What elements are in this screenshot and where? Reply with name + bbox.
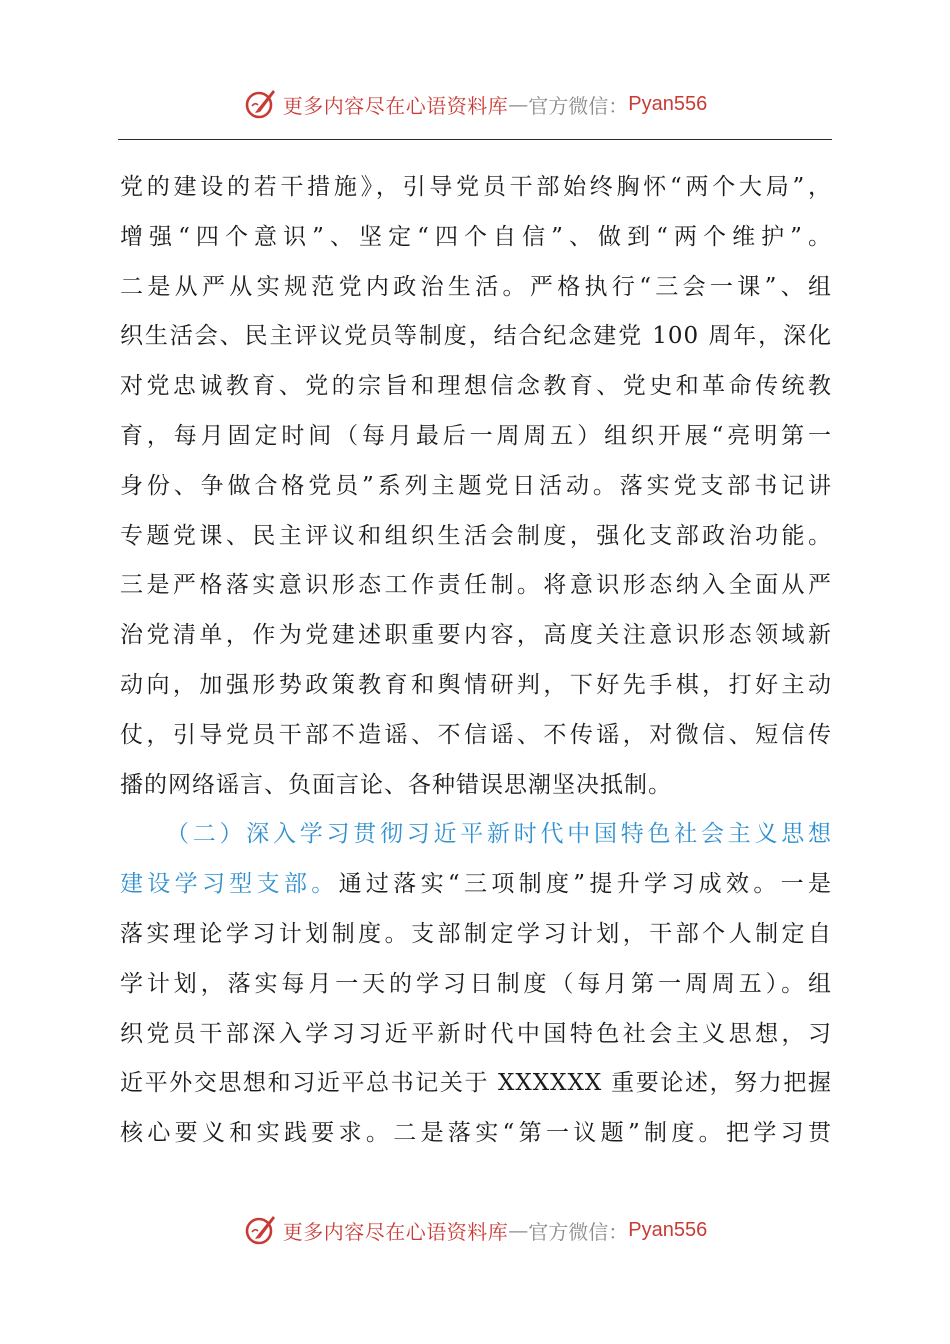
- quill-pen-circle-icon: [243, 86, 279, 122]
- section-heading-continuation: [120, 860, 832, 910]
- text-line: 仗，引导党员干部不造谣、不信谣、不传谣，对微信、短信传: [120, 721, 832, 748]
- text-line: 学计划，落实每月一天的学习日制度（每月第一周周五）。组: [120, 970, 832, 997]
- header-divider: [118, 139, 832, 140]
- text-line: 落实理论学习计划制度。支部制定学习计划，干部个人制定自: [120, 920, 832, 947]
- text-line: 对党忠诚教育、党的宗旨和理想信念教育、党史和革命传统教: [120, 373, 832, 400]
- text-line: 治党清单，作为党建述职重要内容，高度关注意识形态领域新: [120, 622, 832, 649]
- footer-banner: [0, 1210, 950, 1250]
- footer-banner-content: [243, 1212, 707, 1248]
- text-line: 身份、争做合格党员”系列主题党日活动。落实党支部书记讲: [120, 472, 832, 499]
- banner-sub-text: 官方微信：: [528, 93, 629, 118]
- text-line: 织生活会、民主评议党员等制度，结合纪念建党 100 周年，深化: [120, 323, 832, 350]
- section-heading-end: 建设学习型支部。: [120, 871, 339, 898]
- banner-separator: —: [508, 1218, 529, 1242]
- banner-main-text: 更多内容尽在心语资料库: [282, 93, 509, 118]
- banner-main-text: 更多内容尽在心语资料库: [282, 1219, 509, 1244]
- text-line: 育，每月固定时间（每月最后一周周五）组织开展“亮明第一: [120, 422, 832, 449]
- banner-wechat-id: Pyan556: [628, 92, 708, 115]
- text-line: 核心要义和实践要求。二是落实“第一议题”制度。把学习贯: [120, 1120, 832, 1147]
- section-heading: （二）深入学习贯彻习近平新时代中国特色社会主义思想: [166, 821, 832, 848]
- header-banner-content: [243, 86, 707, 122]
- banner-sub-text: 官方微信：: [528, 1219, 629, 1244]
- document-body: [120, 163, 832, 1159]
- text-line: 三是严格落实意识形态工作责任制。将意识形态纳入全面从严: [120, 572, 832, 599]
- banner-separator: —: [508, 92, 529, 116]
- text-line: 增强“四个意识”、坚定“四个自信”、做到“两个维护”。: [120, 223, 832, 250]
- text-line: 二是从严从实规范党内政治生活。严格执行“三会一课”、组: [120, 273, 832, 300]
- quill-pen-circle-icon: [243, 1212, 279, 1248]
- text-line: 近平外交思想和习近平总书记关于 XXXXXX 重要论述，努力把握: [120, 1070, 832, 1097]
- text-line: 播的网络谣言、负面言论、各种错误思潮坚决抵制。: [120, 771, 672, 798]
- header-banner: [0, 84, 950, 124]
- text-line: 织党员干部深入学习习近平新时代中国特色社会主义思想，习: [120, 1020, 832, 1047]
- text-line-rest: 通过落实“三项制度”提升学习成效。一是: [338, 871, 832, 898]
- text-line: 动向，加强形势政策教育和舆情研判，下好先手棋，打好主动: [120, 671, 832, 698]
- text-line: 党的建设的若干措施》，引导党员干部始终胸怀“两个大局”，: [120, 174, 832, 200]
- text-line: 专题党课、民主评议和组织生活会制度，强化支部政治功能。: [120, 522, 832, 549]
- banner-wechat-id: Pyan556: [628, 1218, 708, 1241]
